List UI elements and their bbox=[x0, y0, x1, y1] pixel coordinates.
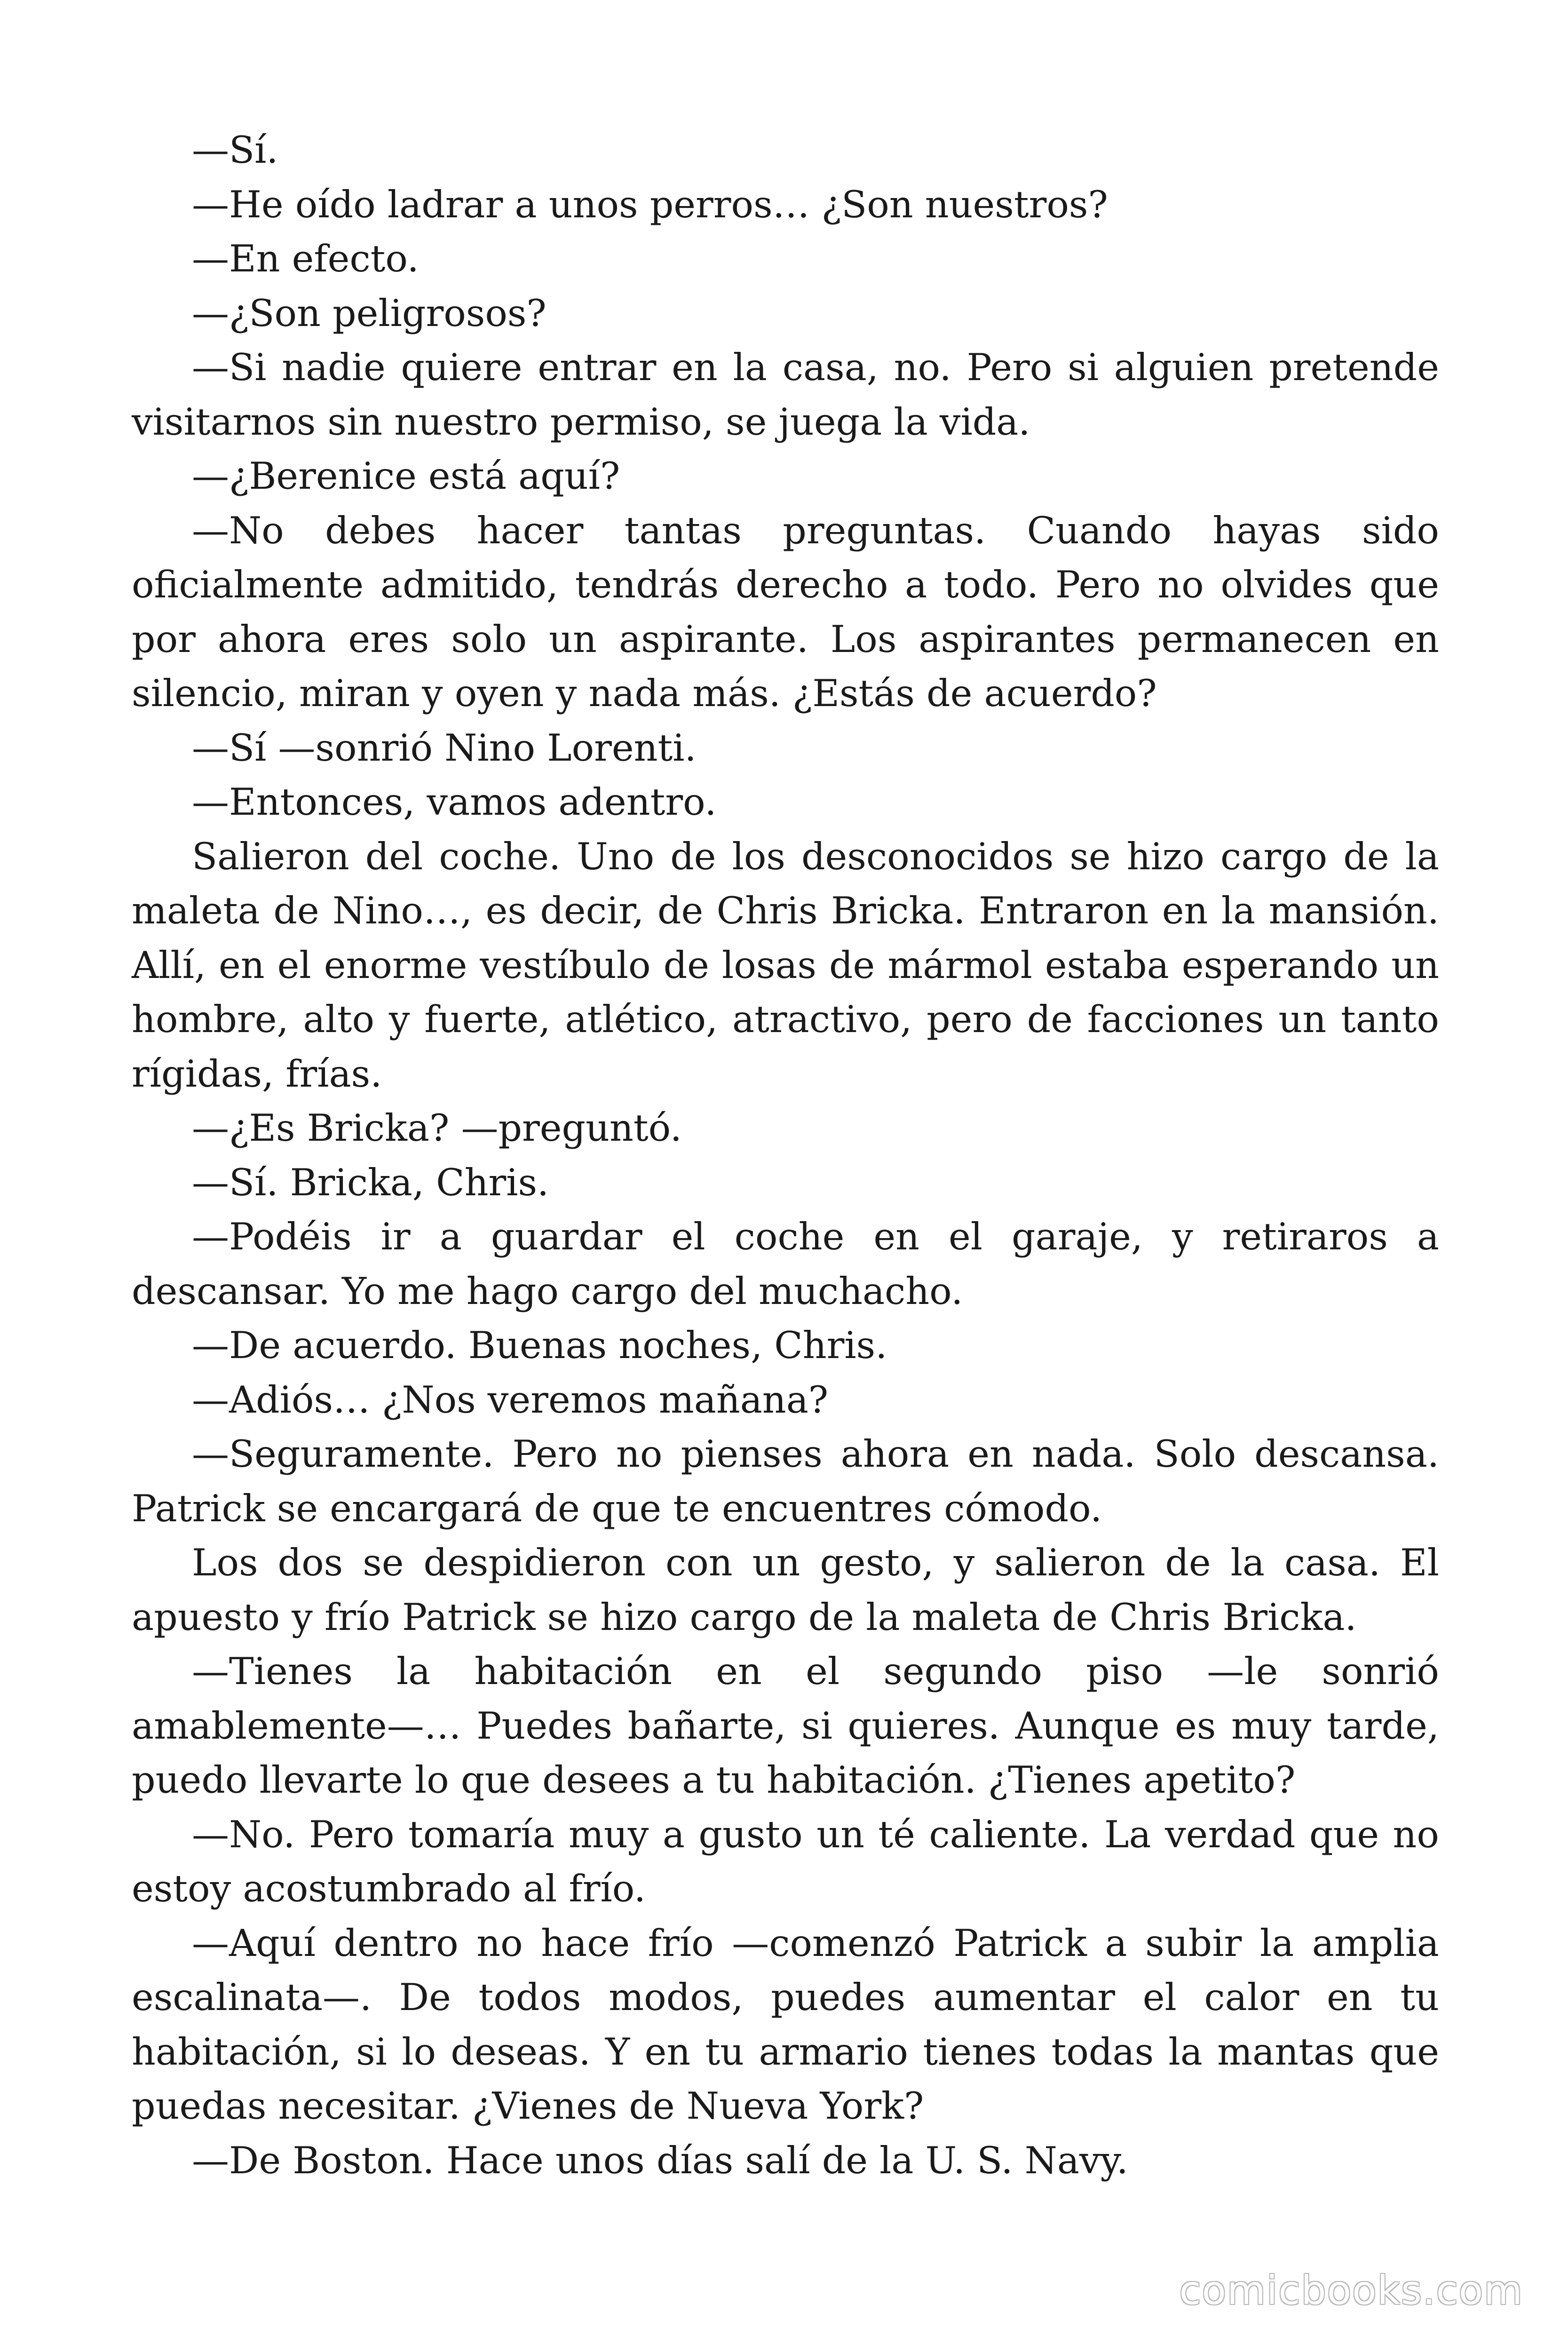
paragraph: —¿Es Bricka? —preguntó. bbox=[192, 1106, 682, 1150]
paragraph: —Adiós… ¿Nos veremos mañana? bbox=[192, 1378, 829, 1422]
paragraph: —Seguramente. Pero no pienses ahora en nada. Solo descansa. Patrick se encargará de que te encuentres cómodo. bbox=[132, 1432, 1439, 1530]
paragraph: —Podéis ir a guardar el coche en el garaje, y retiraros a descansar. Yo me hago cargo del muchacho. bbox=[132, 1215, 1439, 1313]
paragraph: —No debes hacer tantas preguntas. Cuando hayas sido oficialmente admitido, tendrás derecho a todo. Pero no olvides que por ahora eres solo un aspirante. Los aspirantes permanecen en silencio, miran y oyen y nada más. ¿Estás de acuerdo? bbox=[132, 509, 1439, 715]
paragraph: —Aquí dentro no hace frío —comenzó Patrick a subir la amplia escalinata—. De todos modos, puedes aumentar el calor en tu habitación, si lo deseas. Y en tu armario tienes todas la mantas que puedas necesitar. ¿Vienes de Nueva York? bbox=[132, 1921, 1439, 2128]
paragraph: —Si nadie quiere entrar en la casa, no. Pero si alguien pretende visitarnos sin nuestro permiso, se juega la vida. bbox=[132, 346, 1439, 444]
paragraph: —He oído ladrar a unos perros… ¿Son nuestros? bbox=[192, 183, 1108, 226]
paragraph: —Sí —sonrió Nino Lorenti. bbox=[192, 726, 697, 770]
watermark: comicbooks.com bbox=[1179, 2267, 1523, 2313]
paragraph: —¿Son peligrosos? bbox=[192, 291, 546, 335]
paragraph: Salieron del coche. Uno de los desconocidos se hizo cargo de la maleta de Nino…, es decir, de Chris Bricka. Entraron en la mansión. Allí, en el enorme vestíbulo de losas de mármol estaba esperando un hombre, alto y fuerte, atlético, atractivo, pero de facciones un tanto rígidas, frías. bbox=[132, 834, 1439, 1096]
paragraph: —De Boston. Hace unos días salí de la U. S. Navy. bbox=[192, 2138, 1128, 2182]
paragraph: —¿Berenice está aquí? bbox=[192, 454, 620, 498]
paragraph: —Sí. Bricka, Chris. bbox=[192, 1160, 549, 1204]
body-text bbox=[132, 123, 1439, 2188]
paragraph: —Sí. bbox=[192, 128, 278, 172]
paragraph: Los dos se despidieron con un gesto, y salieron de la casa. El apuesto y frío Patrick se hizo cargo de la maleta de Chris Bricka. bbox=[132, 1541, 1439, 1639]
paragraph: —Tienes la habitación en el segundo piso —le sonrió amablemente—… Puedes bañarte, si quieres. Aunque es muy tarde, puedo llevarte lo que desees a tu habitación. ¿Tienes apetito? bbox=[132, 1650, 1439, 1802]
paragraph: —En efecto. bbox=[192, 237, 419, 280]
paragraph: —No. Pero tomaría muy a gusto un té caliente. La verdad que no estoy acostumbrado al frío. bbox=[132, 1812, 1439, 1910]
paragraph: —Entonces, vamos adentro. bbox=[192, 780, 717, 824]
paragraph: —De acuerdo. Buenas noches, Chris. bbox=[192, 1324, 887, 1367]
